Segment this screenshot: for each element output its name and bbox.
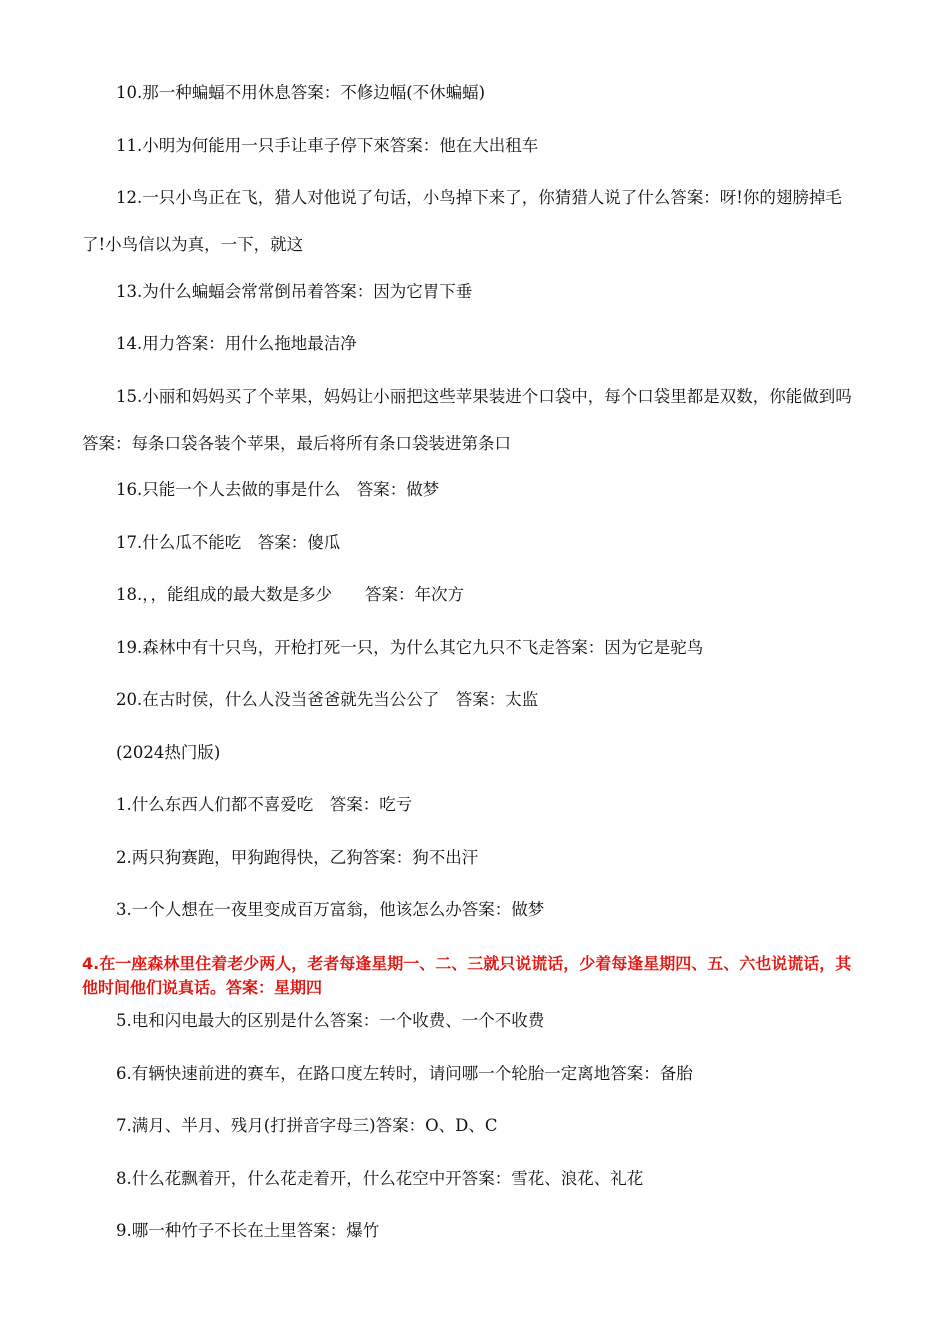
riddle-18: 18.，，能组成的最大数是多少 答案：年次方	[116, 585, 464, 604]
riddle-1: 1.什么东西人们都不喜爱吃 答案：吃亏	[116, 795, 413, 814]
riddle-16: 16.只能一个人去做的事是什么 答案：做梦	[116, 480, 440, 499]
riddle-9: 9.哪一种竹子不长在土里答案：爆竹	[116, 1221, 380, 1240]
riddle-14: 14.用力答案：用什么拖地最洁净	[116, 334, 357, 353]
riddle-2: 2.两只狗赛跑，甲狗跑得快，乙狗答案：狗不出汗	[116, 848, 479, 867]
riddle-15: 15.小丽和妈妈买了个苹果，妈妈让小丽把这些苹果装进个口袋中，每个口袋里都是双数，你能做到吗答案：每条口袋各装个苹果，最后将所有条口袋装进第条口	[82, 387, 852, 453]
riddle-5: 5.电和闪电最大的区别是什么答案：一个收费、一个不收费	[116, 1011, 545, 1030]
riddle-13: 13.为什么蝙蝠会常常倒吊着答案：因为它胃下垂	[116, 282, 473, 301]
riddle-10: 10.那一种蝙蝠不用休息答案：不修边幅(不休蝙蝠)	[116, 83, 486, 102]
riddle-11: 11.小明为何能用一只手让車子停下來答案：他在大出租车	[116, 136, 539, 155]
riddle-3: 3.一个人想在一夜里变成百万富翁，他该怎么办答案：做梦	[116, 900, 545, 919]
riddle-17: 17.什么瓜不能吃 答案：傻瓜	[116, 533, 341, 552]
riddle-19: 19.森林中有十只鸟，开枪打死一只，为什么其它九只不飞走答案：因为它是驼鸟	[116, 638, 704, 657]
riddle-4-highlighted: 4.在一座森林里住着老少两人，老者每逢星期一、二、三就只说谎话，少着每逢星期四、五、六也说谎话，其他时间他们说真话。答案：星期四	[82, 954, 852, 997]
section-heading: (2024热门版)	[116, 743, 221, 762]
riddle-7: 7.满月、半月、残月(打拼音字母三)答案：O、D、C	[116, 1116, 498, 1135]
riddle-6: 6.有辆快速前进的赛车，在路口度左转时，请问哪一个轮胎一定离地答案：备胎	[116, 1064, 693, 1083]
riddle-12: 12.一只小鸟正在飞，猎人对他说了句话，小鸟掉下来了，你猜猎人说了什么答案：呀!你的翅膀掉毛了!小鸟信以为真，一下，就这	[82, 188, 842, 254]
riddle-8: 8.什么花飘着开，什么花走着开，什么花空中开答案：雪花、浪花、礼花	[116, 1169, 644, 1188]
riddle-20: 20.在古时侯，什么人没当爸爸就先当公公了 答案：太监	[116, 690, 539, 709]
